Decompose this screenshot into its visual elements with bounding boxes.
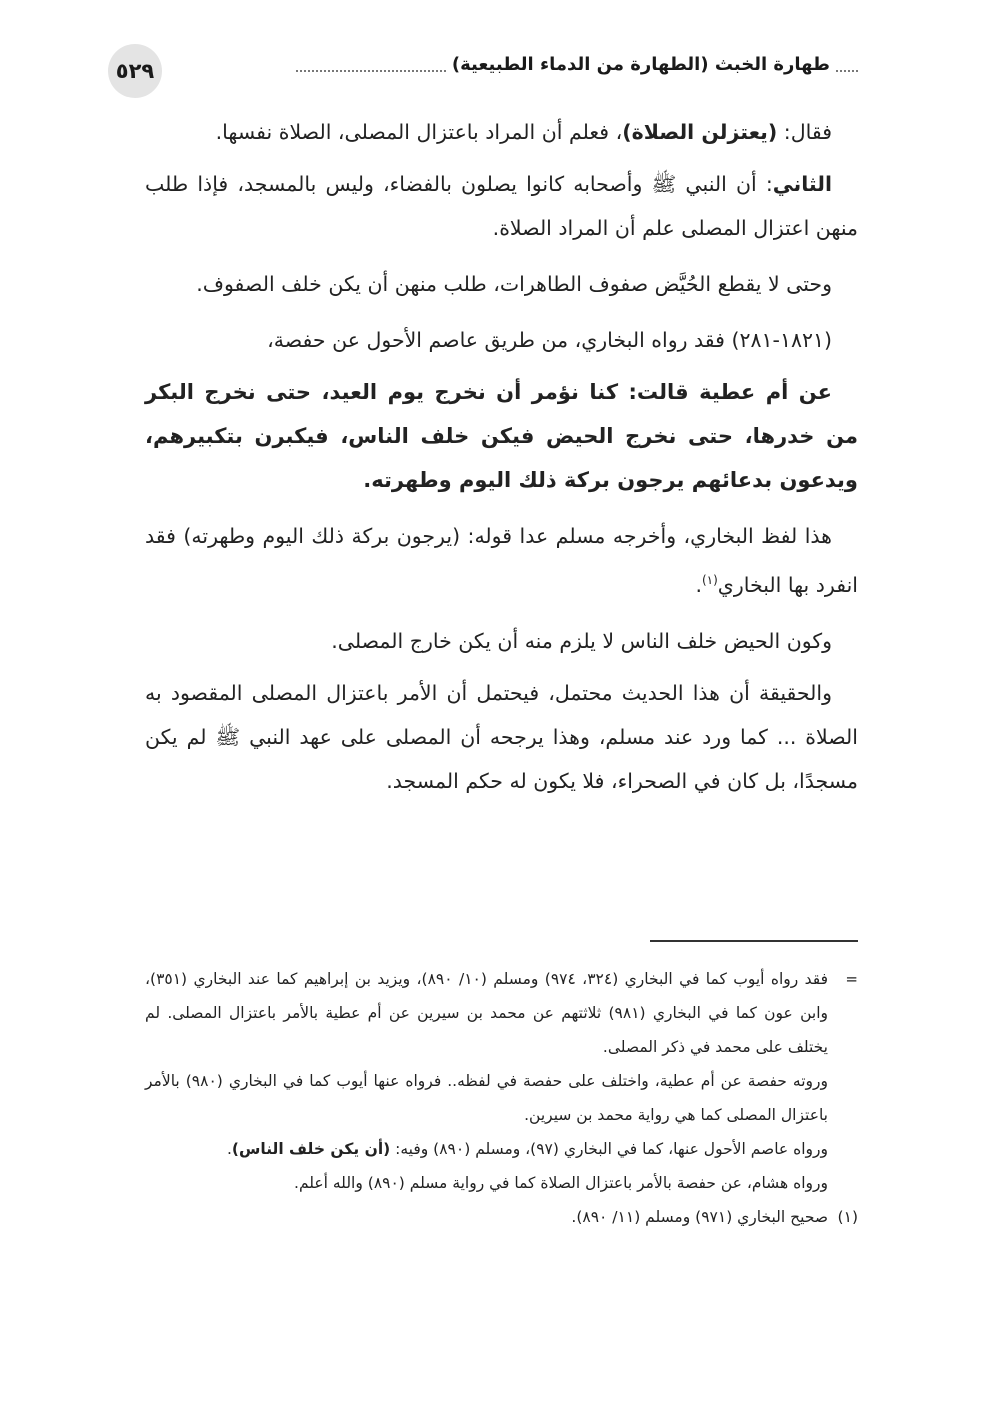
footnote-separator (650, 940, 858, 942)
footnotes (145, 962, 858, 1234)
paragraph-7: وكون الحيض خلف الناس لا يلزم منه أن يكن خارج المصلى. (331, 628, 832, 653)
paragraph-8: والحقيقة أن هذا الحديث محتمل، فيحتمل أن الأمر باعتزال المصلى المقصود به الصلاة ... كما ورد عند مسلم، وهذا يرجحه أن المصلى على عهد النبي ﷺ لم يكن مسجدًا، بل كان في الصحراء، فلا يكون له حكم المسجد. (145, 680, 858, 793)
p1-post: ، فعلم أن المراد باعتزال المصلى، الصلاة نفسها. (215, 120, 623, 144)
footnote-cont-3-text: ورواه عاصم الأحول عنها، كما في البخاري (٩٧)، ومسلم (٨٩٠) وفيه: (390, 1140, 828, 1158)
footnote-cont-3-bold: (أن يكن خلف الناس) (231, 1140, 391, 1158)
paragraph-2 (145, 162, 858, 250)
running-title (296, 54, 858, 75)
footnote-cont-3 (145, 1132, 858, 1166)
running-title-text: طهارة الخبث (الطهارة من الدماء الطبيعية) (451, 54, 830, 75)
p6-text: هذا لفظ البخاري، وأخرجه مسلم عدا قوله: (يرجون بركة ذلك اليوم وطهرته) فقد انفرد بها البخاري (145, 524, 858, 597)
main-text (145, 110, 858, 815)
hadith-text: عن أم عطية قالت: كنا نؤمر أن نخرج يوم العيد، حتى نخرج البكر من خدرها، حتى نخرج الحيض فيكن خلف الناس، فيكبرن بتكبيرهم، ويدعون بدعائهم يرجون بركة ذلك اليوم وطهرته. (145, 380, 858, 492)
footnote-cont-2: وروته حفصة عن أم عطية، واختلف على حفصة في لفظه.. فرواه عنها أيوب كما في البخاري (٩٨٠) بالأمر باعتزال المصلى كما هي رواية محمد بن سيرين. (145, 1072, 828, 1124)
p2-text: : أن النبي ﷺ وأصحابه كانوا يصلون بالفضاء، وليس بالمسجد، فإذا طلب منهن اعتزال المصلى علم أن المراد الصلاة. (145, 172, 858, 240)
page-number: ٥٢٩ (108, 44, 162, 98)
p2-bold: الثاني (772, 172, 832, 196)
paragraph-3: وحتى لا يقطع الحُيَّض صفوف الطاهرات، طلب منهن أن يكن خلف الصفوف. (196, 272, 832, 296)
p6-end: . (695, 572, 702, 597)
title-leader-right (836, 68, 858, 72)
footnote-ref-1[interactable]: (١) (701, 573, 718, 587)
title-leader-left (296, 68, 446, 72)
page-header (108, 44, 858, 100)
p1-bold: (يعتزلن الصلاة) (622, 120, 778, 144)
footnote-cont-1-text: فقد رواه أيوب كما في البخاري (٣٢٤، ٩٧٤) ومسلم (١٠/ ٨٩٠)، ويزيد بن إبراهيم كما عند البخاري (٣٥١)، وابن عون كما في البخاري (٩٨١) ثلاثتهم عن محمد بن سيرين عن أم عطية بالأمر باعتزال المصلى. لم يختلف على محمد في ذكر المصلى. (145, 970, 829, 1056)
footnote-cont-3-end: . (226, 1140, 232, 1158)
paragraph-1 (145, 110, 858, 154)
footnote-cont-4: ورواه هشام، عن حفصة بالأمر باعتزال الصلاة كما في رواية مسلم (٨٩٠) والله أعلم. (294, 1174, 828, 1192)
footnote-1-number: (١) (837, 1208, 858, 1226)
footnote-cont-1 (145, 962, 858, 1064)
p1-pre: فقال: (777, 120, 832, 144)
paragraph-6 (145, 514, 858, 607)
footnote-1-text: صحيح البخاري (٩٧١) ومسلم (١١/ ٨٩٠). (571, 1208, 828, 1226)
paragraph-4: (١٨٢١-٢٨١) فقد رواه البخاري، من طريق عاصم الأحول عن حفصة، (267, 328, 832, 352)
continuation-marker: = (845, 970, 858, 988)
footnote-1 (145, 1200, 858, 1234)
